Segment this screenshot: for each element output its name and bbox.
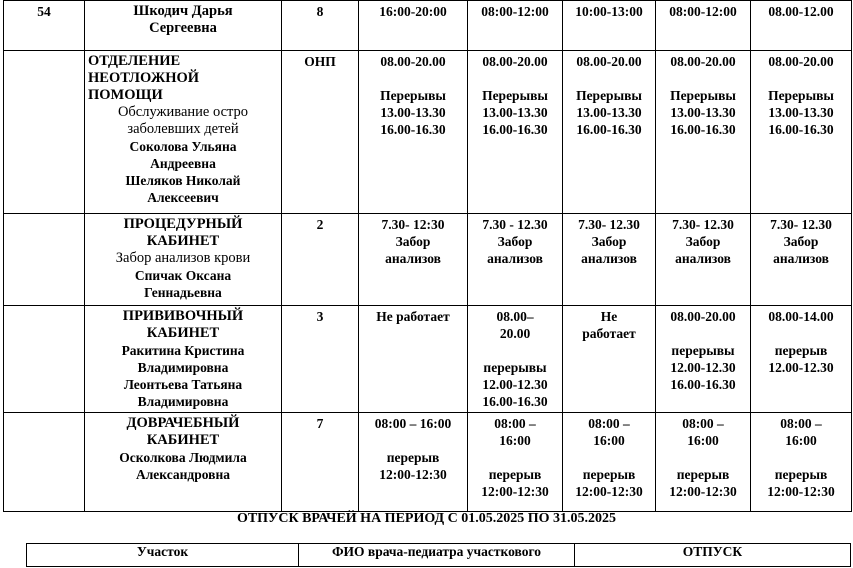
row-number: [4, 306, 85, 413]
day-schedule-cell: [563, 413, 656, 512]
department-line: КАБИНЕТ: [146, 432, 220, 448]
department-line: ПРИВИВОЧНЫЙ: [122, 308, 244, 324]
day-schedule-cell: [656, 413, 751, 512]
department-line: Соколова Ульяна: [129, 139, 237, 154]
schedule-line: 16.00-16.30: [670, 122, 736, 137]
schedule-line: 13.00-13.30: [482, 105, 548, 120]
schedule-line: 13.00-13.30: [670, 105, 736, 120]
schedule-line: перерыв: [774, 467, 828, 482]
schedule-line: Не работает: [376, 309, 450, 324]
day-schedule-cell: [751, 51, 852, 214]
schedule-line: 08:00-12:00: [669, 4, 737, 19]
schedule-line: 12.00-12.30: [670, 360, 736, 375]
schedule-line: 08:00 –: [588, 416, 630, 431]
department-cell: [85, 214, 282, 306]
schedule-line: 7.30- 12:30: [381, 217, 445, 232]
department-line: Андреевна: [150, 156, 216, 171]
schedule-line: 08.00-14.00: [768, 309, 834, 324]
schedule-line: Забор: [685, 234, 721, 249]
schedule-line: [659, 449, 747, 466]
schedule-row: [4, 1, 852, 51]
schedule-line: 7.30- 12.30: [770, 217, 832, 232]
department-line: Владимировна: [137, 360, 229, 375]
schedule-line: 13.00-13.30: [380, 105, 446, 120]
schedule-line: [471, 342, 559, 359]
schedule-line: Забор: [591, 234, 627, 249]
schedule-line: 16:00-20:00: [379, 4, 447, 19]
schedule-line: Забор: [395, 234, 431, 249]
department-line: КАБИНЕТ: [146, 233, 220, 249]
schedule-line: 16:00: [785, 433, 817, 448]
schedule-line: [362, 70, 464, 87]
department-line: Алексеевич: [147, 190, 219, 205]
schedule-line: 16:00: [593, 433, 625, 448]
schedule-line: перерыв: [386, 450, 440, 465]
schedule-line: [754, 325, 848, 342]
schedule-line: анализов: [581, 251, 637, 266]
row-number: [4, 51, 85, 214]
room-number: 8: [282, 1, 359, 51]
day-schedule-cell: [563, 214, 656, 306]
department-line: НЕОТЛОЖНОЙ: [88, 70, 200, 86]
day-schedule-cell: [359, 214, 468, 306]
day-schedule-cell: [751, 413, 852, 512]
schedule-line: Перерывы: [482, 88, 548, 103]
schedule-row: [4, 51, 852, 214]
schedule-line: перерывы: [483, 360, 547, 375]
department-line: ОТДЕЛЕНИЕ: [88, 53, 181, 69]
schedule-table: [3, 0, 852, 512]
schedule-line: 10:00-13:00: [575, 4, 643, 19]
schedule-line: 08.00-20.00: [670, 54, 736, 69]
department-line: Александровна: [135, 467, 230, 482]
schedule-line: 16.00-16.30: [670, 377, 736, 392]
row-number: [4, 214, 85, 306]
department-line: ПОМОЩИ: [88, 87, 163, 103]
department-line: Сергеевна: [149, 20, 217, 36]
schedule-row: [4, 306, 852, 413]
schedule-line: 08:00-12:00: [481, 4, 549, 19]
schedule-line: 08:00 –: [494, 416, 536, 431]
schedule-line: 16.00-16.30: [768, 122, 834, 137]
schedule-line: [659, 325, 747, 342]
schedule-line: 13.00-13.30: [576, 105, 642, 120]
schedule-line: перерыв: [676, 467, 730, 482]
schedule-line: 7.30- 12.30: [672, 217, 734, 232]
department-line: Осколкова Людмила: [119, 450, 247, 465]
day-schedule-cell: [751, 1, 852, 51]
day-schedule-cell: [751, 306, 852, 413]
schedule-line: анализов: [487, 251, 543, 266]
schedule-line: 08.00-20.00: [670, 309, 736, 324]
schedule-line: 7.30- 12.30: [578, 217, 640, 232]
room-number: 7: [282, 413, 359, 512]
day-schedule-cell: [751, 214, 852, 306]
department-line: Владимировна: [137, 394, 229, 409]
schedule-line: Забор: [783, 234, 819, 249]
schedule-line: 16:00: [687, 433, 719, 448]
day-schedule-cell: [656, 214, 751, 306]
schedule-line: 12:00-12:30: [575, 484, 643, 499]
department-line: Забор анализов крови: [115, 250, 251, 266]
day-schedule-cell: [563, 1, 656, 51]
vacation-header-doctor: ФИО врача-педиатра участкового: [299, 544, 575, 567]
schedule-line: 12:00-12:30: [379, 467, 447, 482]
department-cell: [85, 51, 282, 214]
department-line: Шкодич Дарья: [133, 3, 233, 19]
schedule-line: 20.00: [499, 326, 531, 341]
department-line: КАБИНЕТ: [146, 325, 220, 341]
schedule-line: Не: [600, 309, 618, 324]
schedule-line: перерыв: [488, 467, 542, 482]
schedule-line: анализов: [773, 251, 829, 266]
department-line: Шеляков Николай: [125, 173, 241, 188]
department-line: Ракитина Кристина: [121, 343, 245, 358]
schedule-line: [566, 70, 652, 87]
department-line: Обслуживание остро: [117, 104, 249, 120]
schedule-line: 08:00 – 16:00: [374, 416, 452, 431]
day-schedule-cell: [563, 51, 656, 214]
schedule-line: 7.30 - 12.30: [482, 217, 548, 232]
schedule-line: 12:00-12:30: [767, 484, 835, 499]
day-schedule-cell: [468, 1, 563, 51]
day-schedule-cell: [359, 413, 468, 512]
department-line: Спичак Оксана: [134, 268, 232, 283]
schedule-line: анализов: [385, 251, 441, 266]
schedule-line: 08.00-20.00: [482, 54, 548, 69]
department-cell: [85, 413, 282, 512]
department-cell: [85, 306, 282, 413]
schedule-line: анализов: [675, 251, 731, 266]
schedule-line: 16.00-16.30: [482, 394, 548, 409]
vacation-header-vacation: ОТПУСК: [575, 544, 851, 567]
schedule-line: Перерывы: [768, 88, 834, 103]
department-line: заболевших детей: [127, 121, 239, 137]
day-schedule-cell: [359, 306, 468, 413]
schedule-line: Перерывы: [380, 88, 446, 103]
department-line: ДОВРАЧЕБНЫЙ: [126, 415, 240, 431]
day-schedule-cell: [468, 306, 563, 413]
day-schedule-cell: [656, 1, 751, 51]
vacation-title: ОТПУСК ВРАЧЕЙ НА ПЕРИОД С 01.05.2025 ПО 31.05.2025: [236, 511, 617, 526]
schedule-line: 16.00-16.30: [380, 122, 446, 137]
day-schedule-cell: [359, 1, 468, 51]
schedule-line: перерывы: [671, 343, 735, 358]
day-schedule-cell: [563, 306, 656, 413]
schedule-row: [4, 413, 852, 512]
schedule-line: [754, 449, 848, 466]
schedule-line: 12:00-12:30: [669, 484, 737, 499]
schedule-line: 12.00-12.30: [768, 360, 834, 375]
schedule-line: 12:00-12:30: [481, 484, 549, 499]
schedule-line: [659, 70, 747, 87]
schedule-line: 16:00: [499, 433, 531, 448]
schedule-line: 08.00–: [496, 309, 534, 324]
department-line: Геннадьевна: [144, 285, 222, 300]
day-schedule-cell: [468, 51, 563, 214]
department-line: ПРОЦЕДУРНЫЙ: [123, 216, 243, 232]
day-schedule-cell: [468, 413, 563, 512]
schedule-line: [566, 449, 652, 466]
schedule-line: 13.00-13.30: [768, 105, 834, 120]
schedule-line: Забор: [497, 234, 533, 249]
schedule-row: [4, 214, 852, 306]
department-line: Леонтьева Татьяна: [123, 377, 243, 392]
row-number: [4, 413, 85, 512]
vacation-header-district: Участок: [27, 544, 299, 567]
vacation-header-row: [27, 544, 851, 567]
schedule-line: 08.00-20.00: [576, 54, 642, 69]
schedule-line: [471, 70, 559, 87]
schedule-line: 08:00 –: [780, 416, 822, 431]
day-schedule-cell: [468, 214, 563, 306]
schedule-line: 12.00-12.30: [482, 377, 548, 392]
vacation-table: [26, 543, 851, 567]
day-schedule-cell: [656, 51, 751, 214]
schedule-line: [754, 70, 848, 87]
department-cell: [85, 1, 282, 51]
day-schedule-cell: [359, 51, 468, 214]
schedule-line: Перерывы: [576, 88, 642, 103]
schedule-line: перерыв: [582, 467, 636, 482]
room-number: ОНП: [282, 51, 359, 214]
schedule-line: работает: [582, 326, 636, 341]
schedule-line: Перерывы: [670, 88, 736, 103]
schedule-line: 08.00-12.00: [768, 4, 834, 19]
schedule-line: [362, 432, 464, 449]
schedule-line: 08:00 –: [682, 416, 724, 431]
schedule-line: перерыв: [774, 343, 828, 358]
schedule-line: 08.00-20.00: [380, 54, 446, 69]
room-number: 3: [282, 306, 359, 413]
schedule-line: 08.00-20.00: [768, 54, 834, 69]
room-number: 2: [282, 214, 359, 306]
schedule-line: [471, 449, 559, 466]
schedule-line: 16.00-16.30: [576, 122, 642, 137]
row-number: 54: [4, 1, 85, 51]
schedule-line: 16.00-16.30: [482, 122, 548, 137]
day-schedule-cell: [656, 306, 751, 413]
